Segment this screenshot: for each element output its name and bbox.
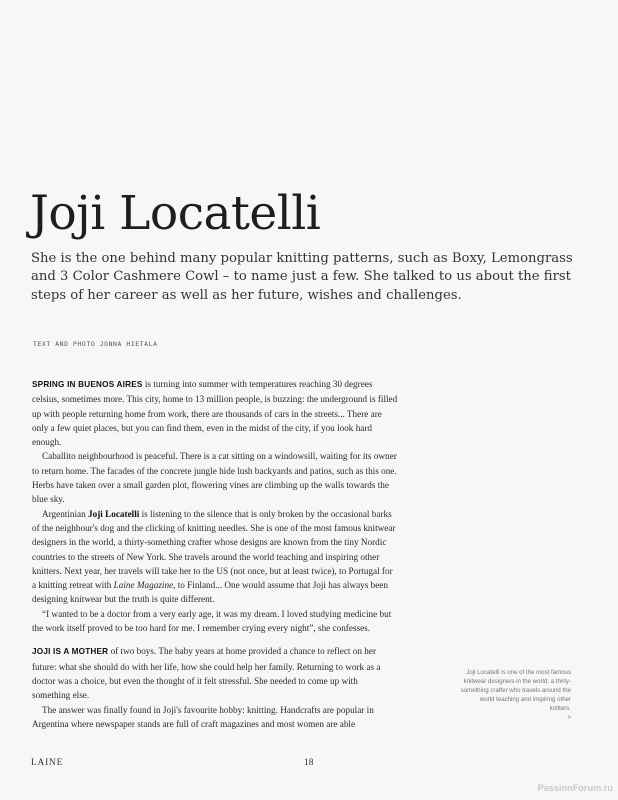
designer-name: Joji Locatelli (88, 508, 140, 519)
paragraph-text: is turning into summer with temperatures reaching 30 degrees celsius, sometimes more. This city, home to 13 million people, is buzzing: the underground is filled up with people returning home from work, there are thousands of cars in the streets... There are only a few quiet places, but you can find them, even in the midst of the city, if you look hard enough. (32, 379, 398, 448)
section-lead-in: JOJI IS A MOTHER (32, 647, 109, 657)
continue-arrow-icon: > (567, 714, 571, 722)
article-title: Joji Locatelli (30, 186, 321, 241)
side-caption (459, 668, 571, 723)
paragraph-text: Argentinian (42, 508, 89, 519)
paragraph-text: is listening to the silence that is only broken by the occasional barks of the neighbour's dog and the clicking of knitting needles. She is one of the most famous knitwear designers in the world, a thirty-something crafter whose designs are known from the tiny Nordic countries to the streets of New York. She travels around the world teaching and inspiring other knitters. Next year, her travels will take her to the US (not once, but at least twice), to Portugal for a knitting retreat with (32, 508, 396, 591)
section-lead-in: SPRING IN BUENOS AIRES (32, 380, 143, 389)
article-intro: She is the one behind many popular knitting patterns, such as Boxy, Lemongrass and 3 Color Cashmere Cowl – to name just a few. She talked to us about the first steps of her career as well as her future, wishes and challenges. (31, 251, 573, 303)
paragraph-text: , to Finland... One would assume that Joji has always been designing knitwear but the truth is quite different. (32, 580, 388, 605)
footer-magazine-name: LAINE (31, 758, 64, 768)
magazine-name: Laine Magazine (113, 580, 174, 591)
body-paragraph-2: Caballito neighbourhood is peaceful. There is a cat sitting on a windowsill, waiting for its owner to return home. The facades of the concrete jungle hide lush backyards and patios, such as this one. Herbs have taken over a small garden plot, flowering vines are climbing up the walls towards the blue sky. (32, 451, 397, 505)
body-paragraph-6: The answer was finally found in Joji's favourite hobby: knitting. Handcrafts are popular in Argentina where newspaper stands are full of craft magazines and most women are able (32, 704, 374, 729)
page-number: 18 (304, 758, 314, 768)
article-byline: TEXT AND PHOTO JONNA HIETALA (33, 340, 158, 348)
paragraph-text: of two boys. The baby years at home provided a chance to reflect on her future: what she should do with her life, how she could help her family. Returning to work as a doctor was a choice, but even the thought of it felt stressful. She needed to come up with something else. (32, 646, 381, 701)
side-caption-text: Joji Locatelli is one of the most famous knitwear designers in the world, a thirty-something crafter who travels around the world teaching and inspiring other knitters. (460, 669, 571, 713)
body-paragraph-3 (32, 507, 398, 607)
body-paragraph-5 (32, 644, 398, 702)
body-paragraph-4: “I wanted to be a doctor from a very early age, it was my dream. I loved studying medicine but the work itself proved to be too hard for me. I remember crying every night”, she confesses. (32, 608, 392, 634)
body-paragraph-1 (32, 377, 398, 449)
article-body (32, 377, 398, 731)
watermark: PassionForum.ru (537, 783, 613, 793)
